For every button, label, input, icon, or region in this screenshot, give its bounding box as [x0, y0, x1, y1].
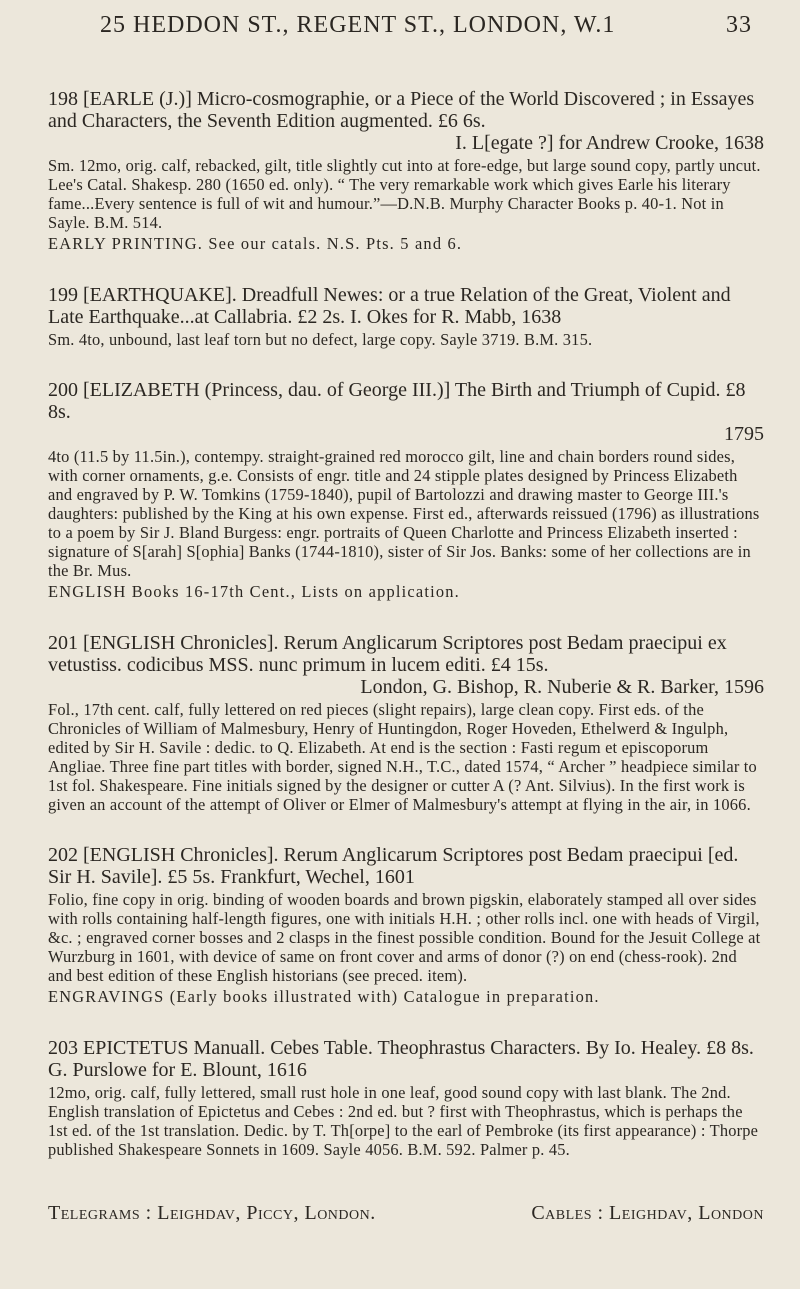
entry-title: 198 [EARLE (J.)] Micro-cosmographie, or a Piece of the World Discovered ; in Essayes and Characters, the Seventh Edition augmented. £6 6s.: [48, 88, 755, 132]
entry-description: 4to (11.5 by 11.5in.), contempy. straight-grained red morocco gilt, line and chain borders round sides, with corner ornaments, g.e. Consists of engr. title and 24 stipple plates designed by Princess Elizabeth and engraved by P. W. Tomkins (1759-1840), pupil of Bartolozzi and drawing master to George III.'s daughters: published by the King at his own expense. First ed., afterwards reissued (1796) as illustrations to a poem by Sir J. Bland Burgess: engr. portraits of Queen Charlotte and Princess Elizabeth inserted : signature of S[arah] S[ophia] Banks (1744-1810), sister of Sir Jos. Banks: some of her collections are in the Br. Mus.: [48, 447, 760, 580]
entry-description: Sm. 12mo, orig. calf, rebacked, gilt, title slightly cut into at fore-edge, but large sound copy, partly uncut. Lee's Catal. Shakesp. 280 (1650 ed. only). “ The very remarkable work which gives Earle his literary fame...Every sentence is full of wit and humour.”—D.N.B. Murphy Character Books p. 40-1. Not in Sayle. B.M. 514.: [48, 156, 761, 232]
entry-imprint: I. L[egate ?] for Andrew Crooke, 1638: [455, 132, 764, 154]
entry-note: ENGLISH Books 16-17th Cent., Lists on application.: [48, 582, 460, 601]
catalogue-entry-202: [48, 844, 764, 1007]
entry-title: 202 [ENGLISH Chronicles]. Rerum Anglicarum Scriptores post Bedam praecipui [ed. Sir H. Savile]. £5 5s. Frankfurt, Wechel, 1601: [48, 844, 739, 888]
entry-imprint: 1795: [724, 423, 764, 445]
catalogue-entry-200: [48, 379, 764, 602]
entry-imprint: London, G. Bishop, R. Nuberie & R. Barker, 1596: [360, 676, 764, 698]
page-header: [0, 12, 800, 52]
footer-telegrams: Telegrams : Leighdav, Piccy, London.: [48, 1202, 376, 1224]
entry-description: Sm. 4to, unbound, last leaf torn but no defect, large copy. Sayle 3719. B.M. 315.: [48, 330, 593, 349]
entry-description: Fol., 17th cent. calf, fully lettered on red pieces (slight repairs), large clean copy. First eds. of the Chronicles of William of Malmesbury, Henry of Huntingdon, Roger Hoveden, Ethelwerd & Ingulph, edited by Sir H. Savile : dedic. to Q. Elizabeth. At end is the section : Fasti regum et episcoporum Angliae. Three fine part titles with border, signed N.H., T.C., dated 1574, “ Archer ” headpiece similar to 1st fol. Shakespeare. Fine initials signed by the designer or cutter A (? Ant. Silvius). In the first work is given an account of the attempt of Oliver or Elmer of Malmesbury's attempt at flying in the air, in 1066.: [48, 700, 757, 814]
catalogue-entry-203: [48, 1037, 764, 1159]
catalogue-entry-201: [48, 632, 764, 814]
entry-description: Folio, fine copy in orig. binding of wooden boards and brown pigskin, elaborately stamped all over sides with rolls containing half-length figures, one with initials H.H. ; other rolls incl. one with heads of Virgil, &c. ; engraved corner bosses and 2 clasps in the finest possible condition. Bound for the Jesuit College at Wurzburg in 1601, with device of same on front cover and arms of donor (?) on end (chess-rook). 2nd and best edition of these English historians (see preced. item).: [48, 890, 761, 985]
catalogue-entries: [48, 88, 764, 1189]
page-number: 33: [726, 12, 752, 38]
entry-note: EARLY PRINTING. See our catals. N.S. Pts. 5 and 6.: [48, 234, 463, 253]
entry-note: ENGRAVINGS (Early books illustrated with) Catalogue in preparation.: [48, 987, 600, 1006]
header-address: 25 HEDDON ST., REGENT ST., LONDON, W.1: [100, 12, 616, 38]
entry-title: 199 [EARTHQUAKE]. Dreadfull Newes: or a true Relation of the Great, Violent and Late Earthquake...at Callabria. £2 2s. I. Okes for R. Mabb, 1638: [48, 284, 731, 328]
entry-title: 201 [ENGLISH Chronicles]. Rerum Anglicarum Scriptores post Bedam praecipui ex vetustiss. codicibus MSS. nunc primum in lucem editi. £4 15s.: [48, 632, 727, 676]
catalogue-entry-198: [48, 88, 764, 254]
footer-cables: Cables : Leighdav, London: [531, 1202, 764, 1224]
entry-description: 12mo, orig. calf, fully lettered, small rust hole in one leaf, good sound copy with last blank. The 2nd. English translation of Epictetus and Cebes : 2nd ed. but ? first with Theophrastus, which is perhaps the 1st ed. of the 1st translation. Dedic. by T. Th[orpe] to the earl of Pembroke (its first appearance) : Thorpe published Shakespeare Sonnets in 1609. Sayle 4056. B.M. 592. Palmer p. 45.: [48, 1083, 759, 1159]
entry-title: 200 [ELIZABETH (Princess, dau. of George III.)] The Birth and Triumph of Cupid. £8 8s.: [48, 379, 746, 423]
entry-title: 203 EPICTETUS Manuall. Cebes Table. Theophrastus Characters. By Io. Healey. £8 8s. G. Purslowe for E. Blount, 1616: [48, 1037, 754, 1081]
catalogue-entry-199: [48, 284, 764, 349]
